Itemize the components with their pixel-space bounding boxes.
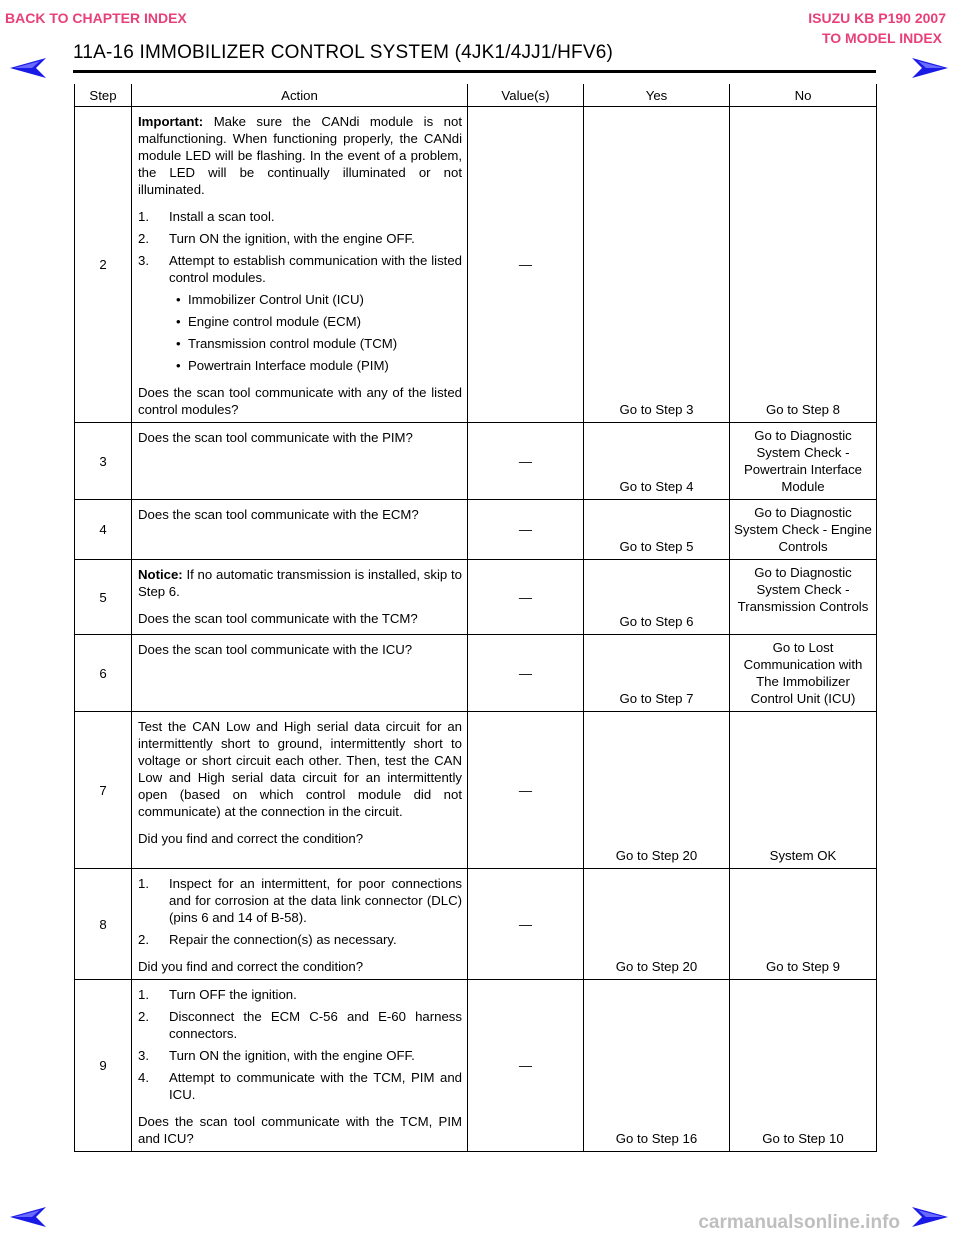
action-cell: Does the scan tool communicate with the ICU?	[132, 635, 468, 712]
no-cell: Go to Step 9	[730, 869, 877, 980]
watermark: carmanualsonline.info	[698, 1212, 900, 1233]
step-number: 9	[75, 980, 132, 1152]
module-bullet: • Immobilizer Control Unit (ICU)	[138, 291, 462, 308]
header-action: Action	[132, 84, 468, 107]
to-model-index-link[interactable]: TO MODEL INDEX	[821, 30, 942, 46]
no-cell: Go to Lost Communication with The Immobilizer Control Unit (ICU)	[730, 635, 877, 712]
table-row	[75, 869, 877, 980]
module-bullet: • Transmission control module (TCM)	[138, 335, 462, 352]
question-text: Does the scan tool communicate with the TCM, PIM and ICU?	[138, 1114, 462, 1146]
action-cell: Notice: If no automatic transmission is installed, skip to Step 6. Does the scan tool communicate with the TCM?	[132, 560, 468, 635]
table-row	[75, 712, 877, 869]
value-cell: —	[468, 869, 584, 980]
table-row	[75, 560, 877, 635]
action-cell: Does the scan tool communicate with the PIM?	[132, 423, 468, 500]
action-cell	[132, 980, 468, 1152]
important-text: Make sure the CANdi module is not malfunctioning. When functioning properly, the CANdi module LED will be flashing. In the event of a problem, the LED will be continually illuminated or not illuminated.	[138, 114, 462, 197]
list-item: 3. Turn ON the ignition, with the engine OFF.	[138, 1048, 415, 1063]
question-text: Did you find and correct the condition?	[138, 831, 364, 846]
list-item: 4. Attempt to communicate with the TCM, PIM and ICU.	[138, 1070, 462, 1102]
title-divider	[73, 70, 876, 73]
back-to-chapter-index-link[interactable]: BACK TO CHAPTER INDEX	[5, 10, 187, 26]
model-title-link[interactable]: ISUZU KB P190 2007	[808, 10, 946, 26]
page-title: 11A-16 IMMOBILIZER CONTROL SYSTEM (4JK1/4JJ1/HFV6)	[73, 42, 614, 63]
no-cell: Go to Diagnostic System Check - Powertrain Interface Module	[730, 423, 877, 500]
step-number: 3	[75, 423, 132, 500]
header-value: Value(s)	[468, 84, 584, 107]
arrow-left-icon[interactable]	[10, 1207, 46, 1227]
step-number: 5	[75, 560, 132, 635]
no-cell: Go to Step 8	[730, 107, 877, 423]
step-number: 8	[75, 869, 132, 980]
arrow-right-icon[interactable]	[912, 1207, 948, 1227]
step-number: 4	[75, 500, 132, 560]
list-item: 1. Turn OFF the ignition.	[138, 987, 297, 1002]
list-item: 2. Turn ON the ignition, with the engine OFF.	[138, 231, 415, 246]
yes-cell: Go to Step 20	[584, 712, 730, 869]
value-cell: —	[468, 635, 584, 712]
module-bullet: • Engine control module (ECM)	[138, 313, 462, 330]
table-row	[75, 500, 877, 560]
module-bullet: • Powertrain Interface module (PIM)	[138, 357, 462, 374]
step-number: 6	[75, 635, 132, 712]
value-cell: —	[468, 712, 584, 869]
yes-cell: Go to Step 16	[584, 980, 730, 1152]
step-number: 7	[75, 712, 132, 869]
question-text: Did you find and correct the condition?	[138, 959, 364, 974]
list-item: 3. Attempt to establish communication with the listed control modules.	[138, 253, 462, 285]
arrow-right-icon[interactable]	[912, 58, 948, 78]
list-item: 2. Disconnect the ECM C-56 and E-60 harness connectors.	[138, 1009, 462, 1041]
header-no: No	[730, 84, 877, 107]
arrow-left-icon[interactable]	[10, 58, 46, 78]
value-cell: —	[468, 500, 584, 560]
yes-cell: Go to Step 20	[584, 869, 730, 980]
value-cell: —	[468, 107, 584, 423]
question-text: Does the scan tool communicate with the TCM?	[138, 611, 418, 626]
table-row	[75, 423, 877, 500]
yes-cell: Go to Step 5	[584, 500, 730, 560]
value-cell: —	[468, 423, 584, 500]
step-number: 2	[75, 107, 132, 423]
important-label: Important:	[138, 114, 204, 129]
table-row	[75, 635, 877, 712]
notice-label: Notice:	[138, 567, 183, 582]
value-cell: —	[468, 560, 584, 635]
no-cell: Go to Step 10	[730, 980, 877, 1152]
list-item: 1. Install a scan tool.	[138, 209, 275, 224]
yes-cell: Go to Step 3	[584, 107, 730, 423]
yes-cell: Go to Step 4	[584, 423, 730, 500]
value-cell: —	[468, 980, 584, 1152]
yes-cell: Go to Step 7	[584, 635, 730, 712]
header-yes: Yes	[584, 84, 730, 107]
question-text: Does the scan tool communicate with any of the listed control modules?	[138, 385, 462, 417]
list-item: 1. Inspect for an intermittent, for poor connections and for corrosion at the data link connector (DLC) (pins 6 and 14 of B-58).	[138, 876, 462, 925]
action-cell	[132, 107, 468, 423]
table-row	[75, 980, 877, 1152]
no-cell: Go to Diagnostic System Check - Engine Controls	[730, 500, 877, 560]
no-cell: System OK	[730, 712, 877, 869]
action-cell: Test the CAN Low and High serial data circuit for an intermittently short to ground, intermittently short to voltage or short circuit each other. Then, test the CAN Low and High serial data circuit for an intermittently open (based on which control module did not communicate) at the connection in the circuit. Did you find and correct the condition?	[132, 712, 468, 869]
table-row	[75, 107, 877, 423]
no-cell: Go to Diagnostic System Check - Transmission Controls	[730, 560, 877, 635]
yes-cell: Go to Step 6	[584, 560, 730, 635]
diagnostic-table	[74, 84, 877, 1152]
action-cell: Does the scan tool communicate with the ECM?	[132, 500, 468, 560]
list-item: 2. Repair the connection(s) as necessary.	[138, 932, 397, 947]
action-cell	[132, 869, 468, 980]
table-header-row	[75, 84, 877, 107]
header-step: Step	[75, 84, 132, 107]
